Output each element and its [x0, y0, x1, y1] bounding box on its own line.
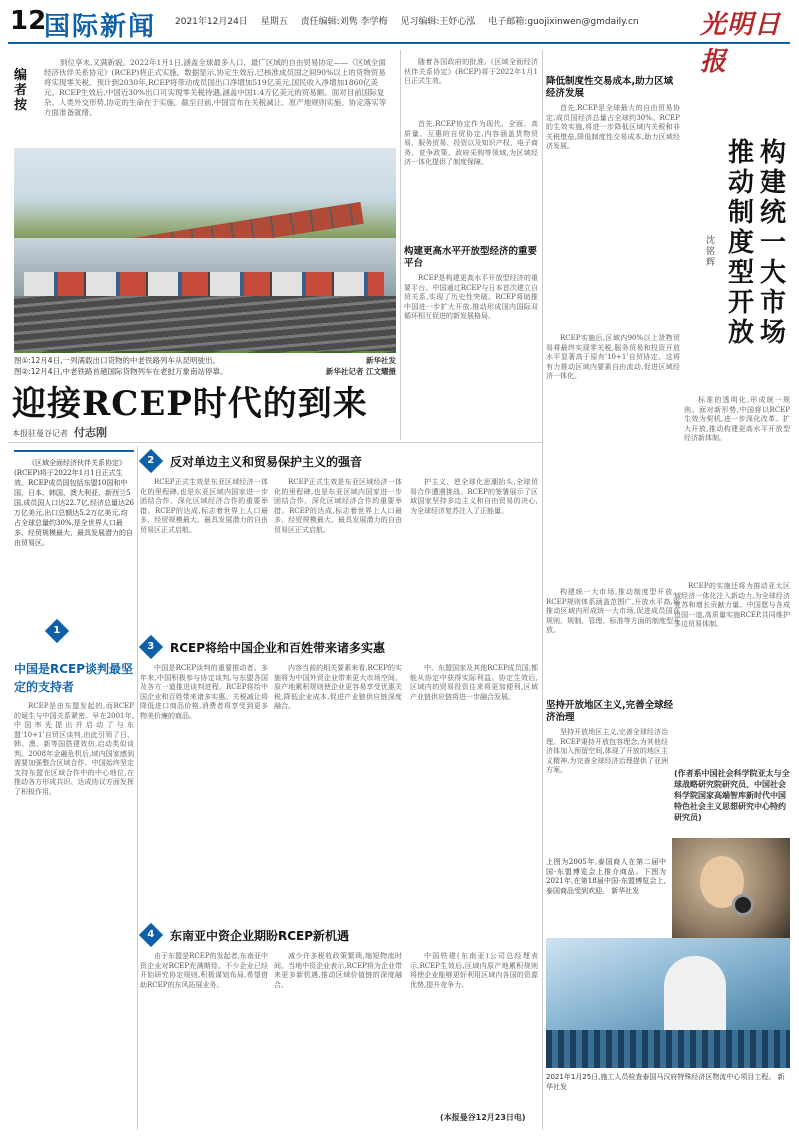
worker-figure [664, 956, 726, 1036]
commentary-column-1: 首先,RCEP是全球最大的自由贸易协定,成员国经济总量占全球约30%。RCEP的生效实施,将进一步降低区域内关税和非关税壁垒,降低制度性交易成本,助力区域经济发展。 [546, 104, 680, 150]
bottom-photo-caption: 2021年1月25日,施工人员检查泰国马汉府特殊经济区物流中心项目工程。 新华社发 [546, 1073, 785, 1091]
commentary-column-5: 标准的透明化,形成统一规则。面对新形势,中国将以RCEP生效为契机,进一步深化改革、扩大开放,推动构建更高水平开放型经济新体制。 [684, 396, 790, 442]
section-3-number: 3 [139, 635, 163, 659]
body-column-8: 减少许多税收政策繁琐,缩短物流时间。当地中资企业表示,RCEP将为企业带来更多新机遇,推动区域价值链的深度融合。 [274, 952, 402, 989]
rail-cars [24, 272, 384, 296]
masthead-meta [175, 14, 649, 27]
section-1-title: 中国是RCEP谈判最坚定的支持者 [14, 662, 134, 694]
photo-caption [14, 355, 396, 377]
editor-note-text: 到位享未,又满新貌。2022年1月1日,涵盖全球最多人口、最广区域的自由贸易协定——《区域全面经济伙伴关系协定》(RCEP)将正式实施。数据显示,协定生效后,已核准成员国之间90%以上的货物贸易将实现零关税。预计到2030年,RCEP将带动成员国出口净增加519亿美元,国民收入净增加1860亿美元。RCEP生效后,中国近30%出口可实现零关税待遇,涵盖中国1.4万亿美元的贸易额。面对目前国际复杂、人类外交形势,协定的生命在于实施。截至目前,中国宣布在关税减让、原产地规则实施、协定落实等方面准备就绪。 [44, 58, 387, 117]
body-column-9: 中国铁建(东南亚)公司总经理表示,RCEP生效后,区域内原产地累积规则将使企业能够更好利用区域内各国的资源优势,提升竞争力。 [410, 952, 538, 989]
section-4-bar [140, 924, 540, 946]
exhibition-photo [672, 838, 790, 938]
byline-label: 本报驻曼谷记者 [12, 429, 68, 438]
masthead-rule [8, 42, 790, 44]
main-headline: 迎接RCEP时代的到来 [12, 384, 368, 424]
editor-note-tag: 编者按 [14, 68, 28, 113]
byline [12, 424, 107, 440]
weekday: 星期五 [260, 17, 288, 27]
caption-2: 图②:12月4日,中老铁路首趟国际货物列车在老挝万象南站停靠。 [14, 367, 228, 376]
body-column-7: 由于东盟是RCEP的发起者,东南亚中资企业对RCEP充满期待。不少企业已经开始研究协定规则,积极谋划布局,希望借助RCEP的东风拓展业务。 [140, 952, 268, 989]
commentary-title-line-2: 推动制度型开放 [728, 138, 755, 348]
body-column-4: 中国是RCEP谈判的重要推动者。多年来,中国积极参与协定谈判,与东盟各国及各方一道推进谈判进程。RCEP将给中国企业和百姓带来诸多实惠。关税减让将降低进口商品价格,消费者将享受到更多物美价廉的商品。 [140, 664, 268, 720]
body-column-upper-mid-3: RCEP是构建更高水平开放型经济的重要平台。中国通过RCEP与日本首次建立自贸关系,实现了历史性突破。RCEP将助推中国进一步扩大开放,推动形成国内国际双循环相互促进的新发展格局。 [404, 274, 538, 320]
section-4-title: 东南亚中资企业期盼RCEP新机遇 [170, 929, 350, 943]
editors: 责任编辑:刘隽 李学梅 [300, 17, 388, 27]
commentary-column-4: 坚持开放地区主义,完善全球经济治理。RCEP秉持开放包容理念,为其他经济体加入预留空间,体现了开放的地区主义精神,为完善全球经济治理提供了亚洲方案。 [546, 728, 668, 774]
abstract-box: 《区域全面经济伙伴关系协定》(RCEP)将于2022年1月1日正式生效。RCEP成员国包括东盟10国和中国、日本、韩国、澳大利亚、新西兰5国,成员国人口达22.7亿,经济总量达26万亿美元,出口总额达5.2万亿美元,均占全球总量约30%,是全世界人口最多、经贸规模最大、最具发展潜力的自由贸易区。 [14, 450, 134, 590]
body-column-2b: RCEP正式生效是东亚区域经济一体化的里程碑,也是东亚区域内国家进一步团结合作、深化区域经济合作的重要举措。RCEP的达成,标志着世界上人口最多、经贸规模最大、最具发展潜力的自由贸易区正式启航。 [274, 478, 402, 534]
section-3-title: RCEP将给中国企业和百姓带来诸多实惠 [170, 641, 386, 655]
commentary-column-2: RCEP实施后,区域内90%以上货物贸易将最终实现零关税,服务贸易和投资开放水平显著高于原有'10+1'自贸协定。这将有力推动区域内要素自由流动,促进区域经济一体化。 [546, 334, 680, 380]
divider [542, 50, 543, 1130]
dateline-end: (本报曼谷12月23日电) [440, 1113, 526, 1122]
section-1-number: 1 [45, 619, 69, 643]
date: 2021年12月24日 [175, 17, 248, 27]
section-1-bar [46, 620, 126, 642]
credit-2: 新华社记者 江文耀摄 [325, 367, 396, 376]
divider [400, 50, 401, 440]
body-column-upper-mid-2: 首先,RCEP协定作为现代、全面、高质量、互惠的自贸协定,内容涵盖货物贸易、服务贸易、投资以及知识产权、电子商务、竞争政策、政府采购等领域,为区域经济一体化提供了制度保障。 [404, 120, 538, 166]
section-title: 国际新闻 [44, 12, 157, 42]
section-3-bar [140, 636, 540, 658]
section-2-bar [140, 450, 540, 472]
commentary-title [728, 138, 788, 348]
commentary-column-6: RCEP的实施还将为推动亚太区域经济一体化注入新动力,为全球经济复苏和增长贡献力量。中国愿与各成员国一道,高质量实施RCEP,共同维护多边贸易体制。 [674, 582, 790, 628]
section-2-title: 反对单边主义和贸易保护主义的强音 [170, 455, 363, 469]
body-column-1: RCEP是由东盟发起的,而RCEP的诞生与中国关系紧密。早在2001年,中国率先提出并启动了与东盟'10+1'自贸区谈判,由此引领了日、韩、澳、新等国搭建效仿,启动类似谈判。2008年金融危机后,域内国家感到需要加强整合区域合作。中国始终坚定支持东盟在区域合作中的中心地位,在推动各方形成共识、达成协议方面发挥了积极作用。 [14, 702, 134, 796]
trainee-editor: 见习编辑:王妤心泓 [400, 17, 476, 27]
caption-1: 图①:12月4日,一列满载出口货物的中老铁路列车从昆明驶出。 [14, 356, 220, 365]
credit-1: 新华社发 [366, 356, 396, 365]
body-column-3: 护主义、逆全球化思潮抬头,全球贸易合作遭遇挑战。RCEP的签署展示了区域国家坚持多边主义和自由贸易的决心,为全球经济复苏注入了正能量。 [410, 478, 538, 515]
sub-heading-1: 降低制度性交易成本,助力区域经济发展 [546, 76, 674, 99]
commentary-title-line-1: 构建统一大市场 [760, 138, 787, 348]
author-bio: (作者系中国社会科学院亚太与全球战略研究院研究员、中国社会科学院国家高端智库新时代中国特色社会主义思想研究中心特约研究员) [674, 769, 790, 822]
train-photo-bottom [14, 238, 396, 351]
body-column-2: RCEP正式生效是东亚区域经济一体化的里程碑,也是东亚区域内国家进一步团结合作、深化区域经济合作的重要举措。RCEP的达成,标志着世界上人口最多、经贸规模最大、最具发展潜力的自由贸易区正式启航。 [140, 478, 268, 534]
section-2-number: 2 [139, 449, 163, 473]
body-column-6: 中、东盟国家及其他RCEP成员国,都能从协定中获得实际利益。协定生效后,区域内的贸易投资往来将更加便利,区域产业链供应链将进一步融合发展。 [410, 664, 538, 701]
section-4-number: 4 [139, 923, 163, 947]
divider [8, 442, 542, 443]
email[interactable]: 电子邮箱:guojixinwen@gmdaily.cn [488, 17, 639, 27]
newspaper-logo: 光明日报 [700, 10, 782, 77]
commentary-column-3: 构建统一大市场,推动制度型开放。RCEP规则体系涵盖范围广,开放水平高,将推动区域内形成统一大市场,促进成员国在规则、规制、管理、标准等方面的制度型开放。 [546, 588, 680, 634]
rail-tracks [14, 296, 396, 351]
divider [137, 446, 138, 1130]
commentary-author: 沈铭辉 [706, 236, 716, 268]
page-number: 12 [10, 6, 47, 36]
worker-photo [546, 938, 790, 1068]
byline-name: 付志刚 [74, 426, 107, 439]
watch-display [732, 894, 754, 916]
body-column-upper-mid: 随着各国政府的批准,《区域全面经济伙伴关系协定》(RCEP)将于2022年1月1日正式生效。 [404, 58, 538, 85]
sub-heading-3: 坚持开放地区主义,完善全球经济治理 [546, 700, 674, 723]
body-column-5: 内容当前的相关要素来看,RCEP的实施将为中国外贸企业带来更大市场空间。原产地累积规则使企业更容易享受优惠关税,降低企业成本,促进产业链供应链深度融合。 [274, 664, 402, 710]
logistics-belt [546, 1030, 790, 1068]
sub-heading-2: 构建更高水平开放型经济的重要平台 [404, 246, 538, 269]
right-photo-caption: 上图为2005年,泰国商人在第二届中国-东盟博览会上推介商品。下图为2021年,在第18届中国-东盟博览会上,泰国商品受到欢迎。 新华社发 [546, 858, 666, 895]
